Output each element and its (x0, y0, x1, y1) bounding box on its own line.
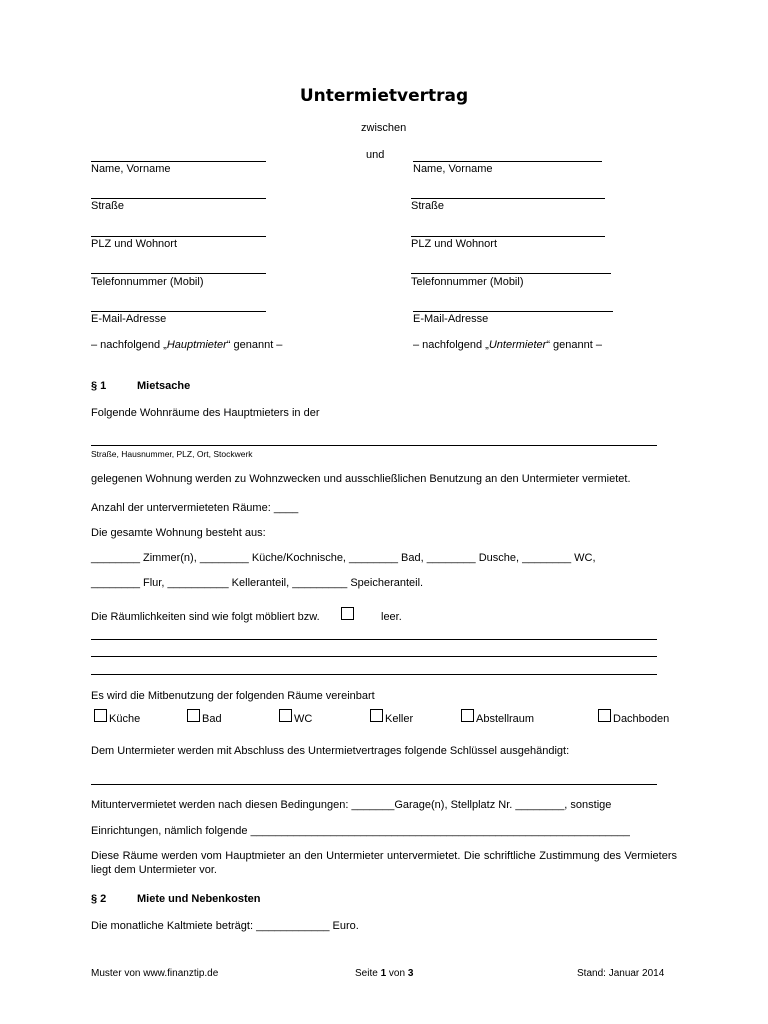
page-title: Untermietvertrag (299, 86, 469, 106)
section1-number: § 1 (91, 380, 107, 392)
empty-checkbox[interactable] (341, 607, 354, 620)
facilities-text: Einrichtungen, nämlich folgende ______________________________________________________________ (91, 825, 630, 837)
sub-tenant-pre: – nachfolgend „ (413, 339, 489, 351)
shared-use-label: Es wird die Mitbenutzung der folgenden Räume vereinbart (91, 690, 375, 702)
main-tenant-post: “ genannt – (226, 339, 283, 351)
page-number: 1 (380, 968, 387, 979)
purpose-text: gelegenen Wohnung werden zu Wohnzwecken und ausschließlichen Benutzung an den Untermieter vermietet. (91, 473, 631, 485)
rooms-line-1: ________ Zimmer(n), ________ Küche/Kochnische, ________ Bad, ________ Dusche, ________ WC, (91, 552, 596, 564)
cellar-label: Keller (385, 713, 414, 725)
left-email-label: E-Mail-Adresse (91, 313, 167, 325)
furnishing-line-2[interactable] (91, 656, 657, 657)
section1-heading: Mietsache (137, 380, 191, 392)
storage-label: Abstellraum (476, 713, 535, 725)
section2-number: § 2 (91, 893, 107, 905)
page-mid: von (386, 968, 408, 979)
left-street-label: Straße (91, 200, 125, 212)
page-pre: Seite (355, 968, 381, 979)
right-name-line[interactable] (413, 161, 602, 162)
furnished-label: Die Räumlichkeiten sind wie folgt möbliert bzw. (91, 611, 320, 623)
main-tenant-designation (91, 339, 282, 351)
right-city-line[interactable] (411, 236, 605, 237)
left-name-line[interactable] (91, 161, 266, 162)
address-line[interactable] (91, 445, 657, 446)
left-phone-label: Telefonnummer (Mobil) (91, 276, 204, 288)
bath-label: Bad (202, 713, 222, 725)
section2-heading: Miete und Nebenkosten (137, 893, 261, 905)
consent-text: Diese Räume werden vom Hauptmieter an den Untermieter untervermietet. Die schriftliche Zustimmung des Vermieters liegt dem Untermieter vor. (91, 850, 677, 876)
and-label: und (366, 149, 385, 161)
left-city-line[interactable] (91, 236, 266, 237)
right-phone-line[interactable] (411, 273, 611, 274)
left-email-line[interactable] (91, 311, 266, 312)
sub-tenant-role: Untermieter (488, 339, 547, 351)
storage-checkbox[interactable] (461, 709, 474, 722)
bath-checkbox[interactable] (187, 709, 200, 722)
attic-label: Dachboden (613, 713, 670, 725)
attic-checkbox[interactable] (598, 709, 611, 722)
address-caption: Straße, Hausnummer, PLZ, Ort, Stockwerk (91, 449, 253, 459)
main-tenant-pre: – nachfolgend „ (91, 339, 167, 351)
page-total: 3 (407, 968, 414, 979)
sub-tenant-post: “ genannt – (546, 339, 602, 351)
right-email-label: E-Mail-Adresse (413, 313, 489, 325)
right-street-label: Straße (411, 200, 445, 212)
section1-intro: Folgende Wohnräume des Hauptmieters in der (91, 407, 320, 419)
left-city-label: PLZ und Wohnort (91, 238, 178, 250)
wc-label: WC (294, 713, 313, 725)
footer-date: Stand: Januar 2014 (577, 968, 665, 979)
right-name-label: Name, Vorname (413, 163, 493, 175)
kitchen-checkbox[interactable] (94, 709, 107, 722)
footer-source: Muster von www.finanztip.de (91, 968, 219, 979)
rooms-count: Anzahl der untervermieteten Räume: ____ (91, 502, 299, 514)
right-city-label: PLZ und Wohnort (411, 238, 498, 250)
rent-text: Die monatliche Kaltmiete beträgt: ____________ Euro. (91, 920, 359, 932)
cellar-checkbox[interactable] (370, 709, 383, 722)
keys-label: Dem Untermieter werden mit Abschluss des Untermietvertrages folgende Schlüssel ausgehändigt: (91, 745, 570, 757)
main-tenant-role: Hauptmieter (166, 339, 227, 351)
right-email-line[interactable] (413, 311, 613, 312)
empty-label: leer. (381, 611, 402, 623)
between-label: zwischen (361, 122, 407, 134)
sub-tenant-designation (413, 339, 602, 351)
wc-checkbox[interactable] (279, 709, 292, 722)
footer-page (355, 968, 413, 979)
left-phone-line[interactable] (91, 273, 266, 274)
furnishing-line-1[interactable] (91, 639, 657, 640)
co-rented-text: Mituntervermietet werden nach diesen Bedingungen: _______Garage(n), Stellplatz Nr. ________, sonstige (91, 799, 612, 811)
right-street-line[interactable] (411, 198, 605, 199)
whole-flat-label: Die gesamte Wohnung besteht aus: (91, 527, 266, 539)
left-name-label: Name, Vorname (91, 163, 171, 175)
left-street-line[interactable] (91, 198, 266, 199)
keys-line[interactable] (91, 784, 657, 785)
furnishing-line-3[interactable] (91, 674, 657, 675)
kitchen-label: Küche (109, 713, 141, 725)
right-phone-label: Telefonnummer (Mobil) (411, 276, 524, 288)
rooms-line-2: ________ Flur, __________ Kelleranteil, _________ Speicheranteil. (91, 577, 424, 589)
